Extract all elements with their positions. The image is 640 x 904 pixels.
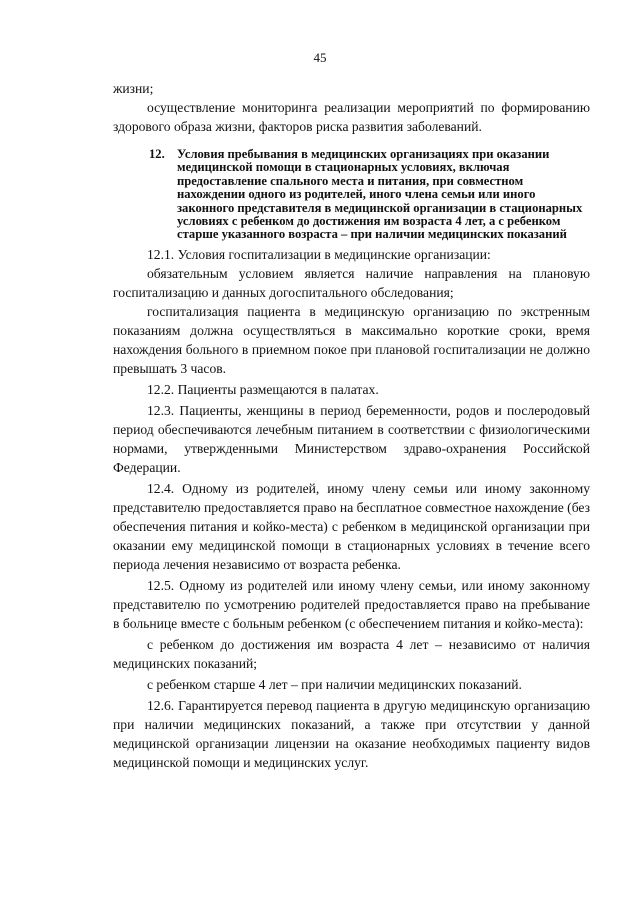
page-number: 45 xyxy=(313,50,327,65)
paragraph: 12.2. Пациенты размещаются в палатах. xyxy=(147,381,379,397)
section-title: Условия пребывания в медицинских организациях при оказании медицинской помощи в стационарных условиях, включая предоставление спального места и питания, при совместном нахождении одного из родителей, иного члена семьи или иного законного представителя в медицинской организации в стационарных условиях с ребенком до достижения им возраста 4 лет, а с ребенком старше указанного возраста – при наличии медицинских показаний xyxy=(177,147,583,242)
paragraph: 12.1. Условия госпитализации в медицинские организации: xyxy=(147,246,491,262)
paragraph: 12.4. Одному из родителей, иному члену семьи или иному законному представителю предоставляется право на бесплатное совместное нахождение (без обеспечения питания и койко-места) с ребенком в медицинской организации при оказании ему медицинской помощи в стационарных условиях в течение всего периода лечения независимо от возраста ребенка. xyxy=(113,480,590,572)
paragraph: с ребенком до достижения им возраста 4 лет – независимо от наличия медицинских показаний; xyxy=(113,636,590,671)
paragraph: с ребенком старше 4 лет – при наличии медицинских показаний. xyxy=(147,676,522,692)
paragraph: 12.5. Одному из родителей или иному члену семьи, или иному законному представителю по усмотрению родителей предоставляется право на пребывание в больнице вместе с больным ребенком (с обеспечением питания и койко-места): xyxy=(113,577,590,631)
document-body xyxy=(113,79,590,772)
paragraph: обязательным условием является наличие направления на плановую госпитализацию и данных догоспитального обследования; xyxy=(113,265,590,300)
paragraph: 12.6. Гарантируется перевод пациента в другую медицинскую организацию при наличии медицинских показаний, а также при отсутствии у данной медицинской организации лицензии на оказание необходимых пациенту видов медицинской помощи и медицинских услуг. xyxy=(113,697,590,770)
section-heading xyxy=(149,148,590,242)
text-line: жизни; xyxy=(113,81,154,96)
paragraph: госпитализация пациента в медицинскую организацию по экстренным показаниям должна осуществляться в максимально короткие сроки, время нахождения больного в приемном покое при плановой госпитализации не должно превышать 3 часов. xyxy=(113,303,590,376)
paragraph: 12.3. Пациенты, женщины в период беременности, родов и послеродовый период обеспечиваются лечебным питанием в соответствии с физиологическими нормами, утвержденными Министерством здраво-охранения Российской Федерации. xyxy=(113,402,590,475)
section-number: 12. xyxy=(149,147,165,161)
paragraph: осуществление мониторинга реализации мероприятий по формированию здорового образа жизни, факторов риска развития заболеваний. xyxy=(113,100,590,134)
